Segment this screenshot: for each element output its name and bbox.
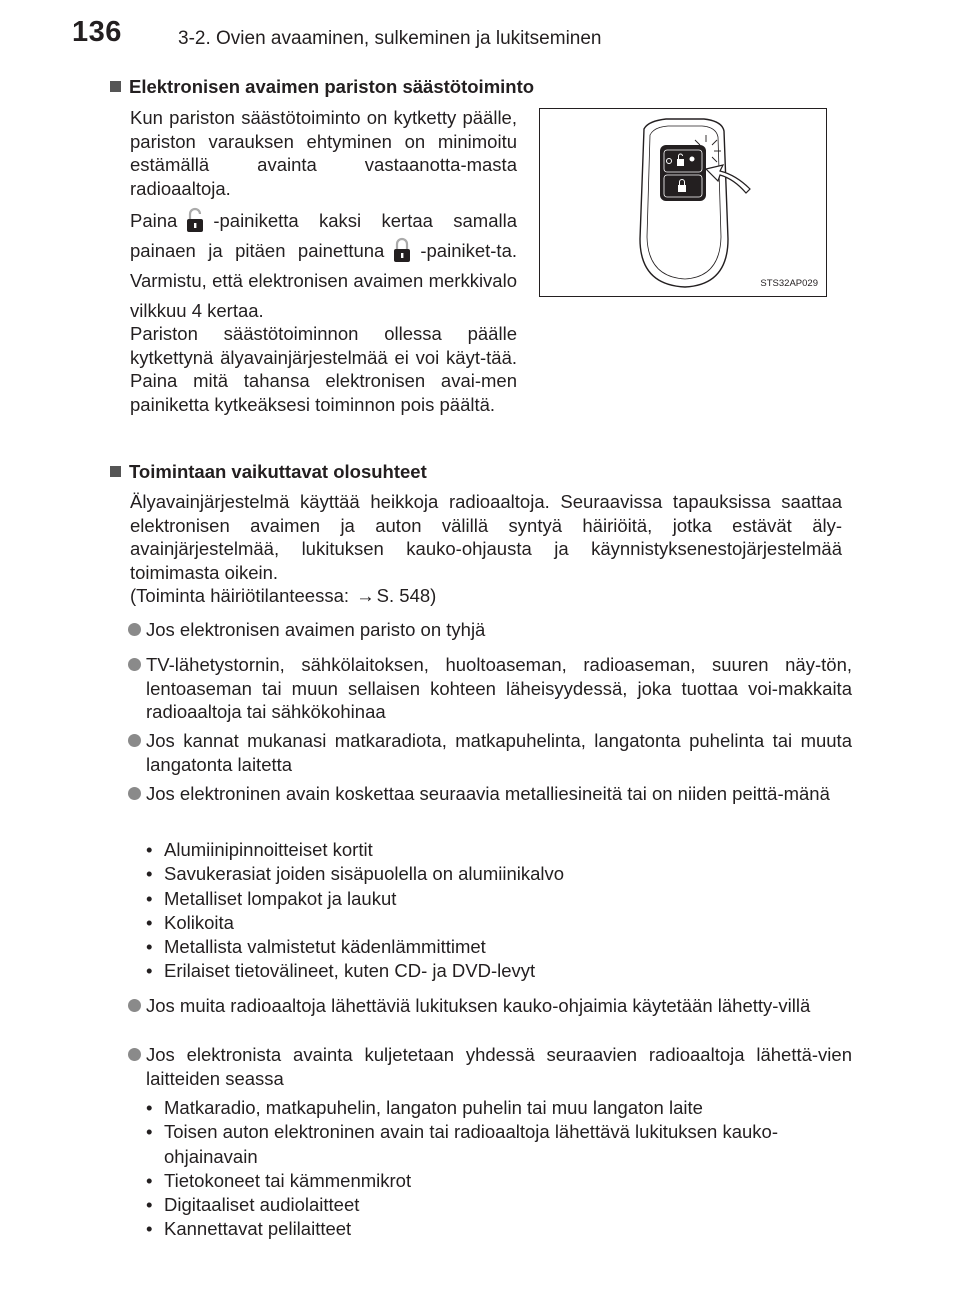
list-item-text: Jos elektroninen avain koskettaa seuraavia metalliesineitä tai on niiden peittä-mänä	[146, 783, 830, 804]
conditions-reference	[130, 584, 842, 608]
p2-text-1: Paina	[130, 210, 178, 231]
section-title: 3-2. Ovien avaaminen, sulkeminen ja lukitseminen	[178, 28, 602, 49]
list-item: • Matkaradio, matkapuhelin, langaton puhelin tai muu langaton laite	[146, 1096, 852, 1120]
heading-marker-icon	[110, 81, 121, 92]
list-item	[128, 618, 852, 642]
key-illustration	[539, 108, 827, 297]
list-item	[128, 1043, 852, 1090]
list-item	[128, 782, 852, 806]
list-item	[128, 994, 852, 1018]
conditions-intro: Älyavainjärjestelmä käyttää heikkoja radioaaltoja. Seuraavissa tapauksissa saattaa elektronisen avaimen ja auton välillä syntyä häiriöitä, jotka estävät äly-avainjärjestelmää, lukituksen kauko-ohjausta ja käynnistyksenestojärjestelmää toimimasta oikein.	[130, 491, 842, 583]
list-item: • Toisen auton elektroninen avain tai radioaaltoja lähettävä lukituksen kauko-ohjainavain	[146, 1120, 852, 1169]
list-item	[128, 653, 852, 724]
figure-code: STS32AP029	[760, 278, 818, 289]
p2-text-2: -painiketta kaksi kertaa samalla painaen ja pitäen painettuna	[130, 210, 517, 261]
lock-button-icon	[392, 237, 412, 263]
list-item-text: TV-lähetystornin, sähkölaitoksen, huoltoaseman, radioaseman, suuren näy-tön, lentoaseman tai muun sellaisen kohteen läheisyydessä, joka tuottaa voi-makkaita radioaaltoja tai sähkökohinaa	[146, 654, 852, 722]
reference-text: (Toiminta häiriötilanteessa:	[130, 585, 350, 606]
list-item-text: Jos kannat mukanasi matkaradiota, matkapuhelinta, langatonta puhelinta tai muuta langatonta laitetta	[146, 730, 852, 775]
list-item-text: Jos elektronisen avaimen paristo on tyhjä	[146, 619, 486, 640]
page-ref-arrow-icon: →	[356, 585, 375, 606]
heading-battery-saving	[110, 76, 534, 98]
list-item: • Kannettavat pelilaitteet	[146, 1217, 852, 1241]
bullet-icon	[128, 658, 141, 671]
list-item: • Digitaaliset audiolaitteet	[146, 1193, 852, 1217]
bullet-icon	[128, 734, 141, 747]
reference-page: S. 548)	[376, 585, 437, 606]
list-item: • Savukerasiat joiden sisäpuolella on alumiinikalvo	[146, 862, 852, 886]
battery-saving-p3: Pariston säästötoiminnon ollessa päälle kytkettynä älyavainjärjestelmää ei voi käyt-tää. Paina mitä tahansa elektronisen avai-men painiketta kytkeäksesi toiminnon pois päältä.	[130, 323, 517, 415]
bullet-icon	[128, 999, 141, 1012]
list-item: • Metallista valmistetut kädenlämmittimet	[146, 935, 852, 959]
bullet-icon	[128, 1048, 141, 1061]
list-item: • Alumiinipinnoitteiset kortit	[146, 838, 852, 862]
list-item	[128, 729, 852, 776]
bullet-icon	[128, 623, 141, 636]
unlock-button-icon	[185, 207, 205, 233]
page-number: 136	[72, 16, 122, 48]
bullet-icon	[128, 787, 141, 800]
heading-text: Toimintaan vaikuttavat olosuhteet	[129, 461, 427, 482]
p2-text-3: -painiket-ta. Varmistu, että elektronisen avaimen merkkivalo vilkkuu 4 kertaa.	[130, 240, 517, 321]
list-item: • Tietokoneet tai kämmenmikrot	[146, 1169, 852, 1193]
list-item-text: Jos muita radioaaltoja lähettäviä lukituksen kauko-ohjaimia käytetään lähetty-villä	[146, 995, 811, 1016]
smart-key-icon	[540, 109, 825, 295]
list-item-text: Jos elektronista avainta kuljetetaan yhdessä seuraavien radioaaltoja lähettä-vien laitteiden seassa	[146, 1044, 852, 1089]
heading-marker-icon	[110, 466, 121, 477]
heading-conditions	[110, 461, 427, 483]
metal-items-list	[146, 838, 852, 984]
list-item: • Kolikoita	[146, 911, 852, 935]
heading-text: Elektronisen avaimen pariston säästötoiminto	[129, 76, 535, 97]
battery-saving-p2	[130, 206, 517, 326]
list-item: • Erilaiset tietovälineet, kuten CD- ja DVD-levyt	[146, 959, 852, 983]
list-item: • Metalliset lompakot ja laukut	[146, 887, 852, 911]
device-items-list	[146, 1096, 852, 1242]
battery-saving-p1: Kun pariston säästötoiminto on kytketty päälle, pariston varauksen ehtyminen on minimoitu estämällä avainta vastaanotta-masta radioaaltoja.	[130, 107, 517, 199]
